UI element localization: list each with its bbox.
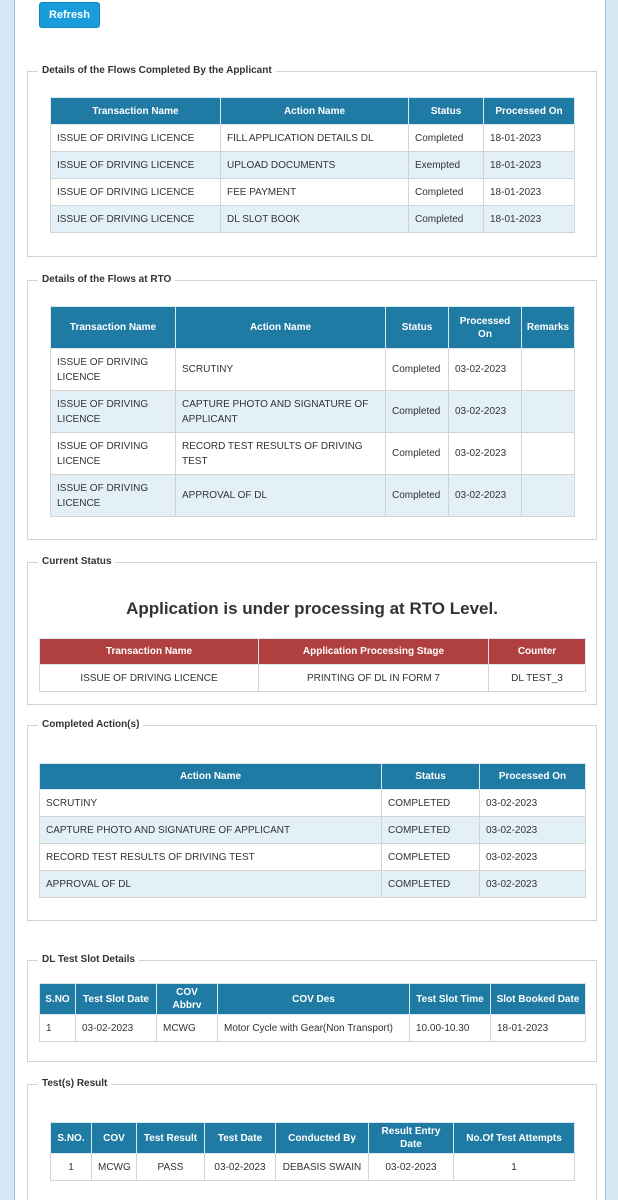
cell-remarks [522, 349, 575, 391]
refresh-button[interactable]: Refresh [39, 2, 100, 28]
table-row [40, 817, 586, 844]
column-header-transaction-name: Transaction Name [40, 639, 259, 665]
header-row [40, 984, 586, 1015]
column-header-cov-abbrv: COV Abbrv [157, 984, 218, 1015]
column-header-test-slot-time: Test Slot Time [410, 984, 491, 1015]
table-row [40, 871, 586, 898]
column-header-test-date: Test Date [205, 1123, 276, 1154]
cell-status: COMPLETED [382, 844, 480, 871]
cell-s-no: 1 [51, 1154, 92, 1181]
table-row [51, 433, 575, 475]
cell-cov-des: Motor Cycle with Gear(Non Transport) [218, 1015, 410, 1042]
cell-transaction-name: ISSUE OF DRIVING LICENCE [51, 475, 176, 517]
cell-test-result: PASS [137, 1154, 205, 1181]
cell-action-name: SCRUTINY [40, 790, 382, 817]
cell-action-name: RECORD TEST RESULTS OF DRIVING TEST [40, 844, 382, 871]
current-status-section [27, 556, 597, 705]
column-header-remarks: Remarks [522, 307, 575, 349]
cell-processed-on: 18-01-2023 [484, 206, 575, 233]
cell-processed-on: 03-02-2023 [449, 349, 522, 391]
cell-action-name: FEE PAYMENT [221, 179, 409, 206]
header-row [51, 307, 575, 349]
cell-s-no: 1 [40, 1015, 76, 1042]
cell-action-name: CAPTURE PHOTO AND SIGNATURE OF APPLICANT [176, 391, 386, 433]
cell-status: Exempted [409, 152, 484, 179]
cell-status: Completed [409, 206, 484, 233]
cell-status: Completed [386, 391, 449, 433]
cell-test-slot-time: 10.00-10.30 [410, 1015, 491, 1042]
cell-cov: MCWG [92, 1154, 137, 1181]
page [14, 0, 606, 1200]
column-header-test-slot-date: Test Slot Date [76, 984, 157, 1015]
cell-test-slot-date: 03-02-2023 [76, 1015, 157, 1042]
cell-test-date: 03-02-2023 [205, 1154, 276, 1181]
header-row [40, 764, 586, 790]
column-header-transaction-name: Transaction Name [51, 98, 221, 125]
cell-status: Completed [409, 125, 484, 152]
cell-action-name: CAPTURE PHOTO AND SIGNATURE OF APPLICANT [40, 817, 382, 844]
table-row [51, 206, 575, 233]
table-row [40, 790, 586, 817]
cell-action-name: APPROVAL OF DL [176, 475, 386, 517]
cell-action-name: UPLOAD DOCUMENTS [221, 152, 409, 179]
cell-action-name: DL SLOT BOOK [221, 206, 409, 233]
column-header-cov: COV [92, 1123, 137, 1154]
header-row [51, 1123, 575, 1154]
cell-status: Completed [386, 349, 449, 391]
flows-applicant-section [27, 65, 597, 257]
cell-processed-on: 03-02-2023 [449, 475, 522, 517]
cell-transaction-name: ISSUE OF DRIVING LICENCE [40, 665, 259, 692]
cell-remarks [522, 391, 575, 433]
table-row [51, 152, 575, 179]
cell-cov-abbrv: MCWG [157, 1015, 218, 1042]
table-row [51, 349, 575, 391]
column-header-counter: Counter [489, 639, 586, 665]
table-row [51, 391, 575, 433]
table-row [40, 1015, 586, 1042]
cell-processed-on: 03-02-2023 [449, 391, 522, 433]
flows-applicant-table [50, 97, 575, 233]
column-header-action-name: Action Name [176, 307, 386, 349]
cell-status: COMPLETED [382, 790, 480, 817]
cell-no-of-test-attempts: 1 [454, 1154, 575, 1181]
cell-transaction-name: ISSUE OF DRIVING LICENCE [51, 152, 221, 179]
column-header-processed-on: Processed On [484, 98, 575, 125]
flows-rto-legend: Details of the Flows at RTO [38, 273, 175, 287]
cell-transaction-name: ISSUE OF DRIVING LICENCE [51, 179, 221, 206]
cell-processed-on: 18-01-2023 [484, 152, 575, 179]
cell-status: Completed [409, 179, 484, 206]
column-header-cov-des: COV Des [218, 984, 410, 1015]
cell-action-name: APPROVAL OF DL [40, 871, 382, 898]
cell-processed-on: 18-01-2023 [484, 125, 575, 152]
cell-status: COMPLETED [382, 871, 480, 898]
header-row [51, 98, 575, 125]
cell-processed-on: 03-02-2023 [480, 871, 586, 898]
flows-rto-section [27, 274, 597, 540]
cell-transaction-name: ISSUE OF DRIVING LICENCE [51, 125, 221, 152]
completed-actions-legend: Completed Action(s) [38, 718, 143, 732]
cell-processed-on: 03-02-2023 [480, 844, 586, 871]
cell-status: Completed [386, 433, 449, 475]
cell-remarks [522, 475, 575, 517]
cell-transaction-name: ISSUE OF DRIVING LICENCE [51, 206, 221, 233]
column-header-s-no: S.NO. [51, 1123, 92, 1154]
test-result-table [50, 1122, 575, 1181]
column-header-result-entry-date: Result Entry Date [369, 1123, 454, 1154]
status-message: Application is under processing at RTO Level. [126, 599, 498, 618]
cell-action-name: RECORD TEST RESULTS OF DRIVING TEST [176, 433, 386, 475]
completed-actions-table [39, 763, 586, 898]
column-header-action-name: Action Name [221, 98, 409, 125]
table-row [40, 844, 586, 871]
flows-applicant-legend: Details of the Flows Completed By the Applicant [38, 64, 276, 78]
cell-counter: DL TEST_3 [489, 665, 586, 692]
slot-details-table [39, 983, 586, 1042]
table-row [51, 1154, 575, 1181]
column-header-status: Status [386, 307, 449, 349]
cell-status: COMPLETED [382, 817, 480, 844]
slot-details-section [27, 954, 597, 1062]
column-header-slot-booked-date: Slot Booked Date [491, 984, 586, 1015]
column-header-status: Status [382, 764, 480, 790]
column-header-s-no: S.NO [40, 984, 76, 1015]
current-status-table [39, 638, 586, 692]
cell-remarks [522, 433, 575, 475]
table-row [51, 179, 575, 206]
cell-processed-on: 03-02-2023 [449, 433, 522, 475]
column-header-application-processing-stage: Application Processing Stage [259, 639, 489, 665]
flows-rto-table [50, 306, 575, 517]
test-result-section [27, 1078, 597, 1200]
cell-transaction-name: ISSUE OF DRIVING LICENCE [51, 349, 176, 391]
cell-status: Completed [386, 475, 449, 517]
cell-action-name: SCRUTINY [176, 349, 386, 391]
cell-processed-on: 03-02-2023 [480, 817, 586, 844]
column-header-processed-on: Processed On [449, 307, 522, 349]
column-header-processed-on: Processed On [480, 764, 586, 790]
cell-processed-on: 18-01-2023 [484, 179, 575, 206]
column-header-no-of-test-attempts: No.Of Test Attempts [454, 1123, 575, 1154]
cell-slot-booked-date: 18-01-2023 [491, 1015, 586, 1042]
cell-transaction-name: ISSUE OF DRIVING LICENCE [51, 433, 176, 475]
column-header-action-name: Action Name [40, 764, 382, 790]
table-row [51, 475, 575, 517]
header-row [40, 639, 586, 665]
column-header-conducted-by: Conducted By [276, 1123, 369, 1154]
table-row [51, 125, 575, 152]
test-result-legend: Test(s) Result [38, 1077, 111, 1091]
slot-details-legend: DL Test Slot Details [38, 953, 139, 967]
cell-transaction-name: ISSUE OF DRIVING LICENCE [51, 391, 176, 433]
cell-processed-on: 03-02-2023 [480, 790, 586, 817]
cell-result-entry-date: 03-02-2023 [369, 1154, 454, 1181]
completed-actions-section [27, 719, 597, 921]
column-header-test-result: Test Result [137, 1123, 205, 1154]
column-header-transaction-name: Transaction Name [51, 307, 176, 349]
column-header-status: Status [409, 98, 484, 125]
cell-application-processing-stage: PRINTING OF DL IN FORM 7 [259, 665, 489, 692]
table-row [40, 665, 586, 692]
cell-conducted-by: DEBASIS SWAIN [276, 1154, 369, 1181]
cell-action-name: FILL APPLICATION DETAILS DL [221, 125, 409, 152]
current-status-legend: Current Status [38, 555, 115, 569]
